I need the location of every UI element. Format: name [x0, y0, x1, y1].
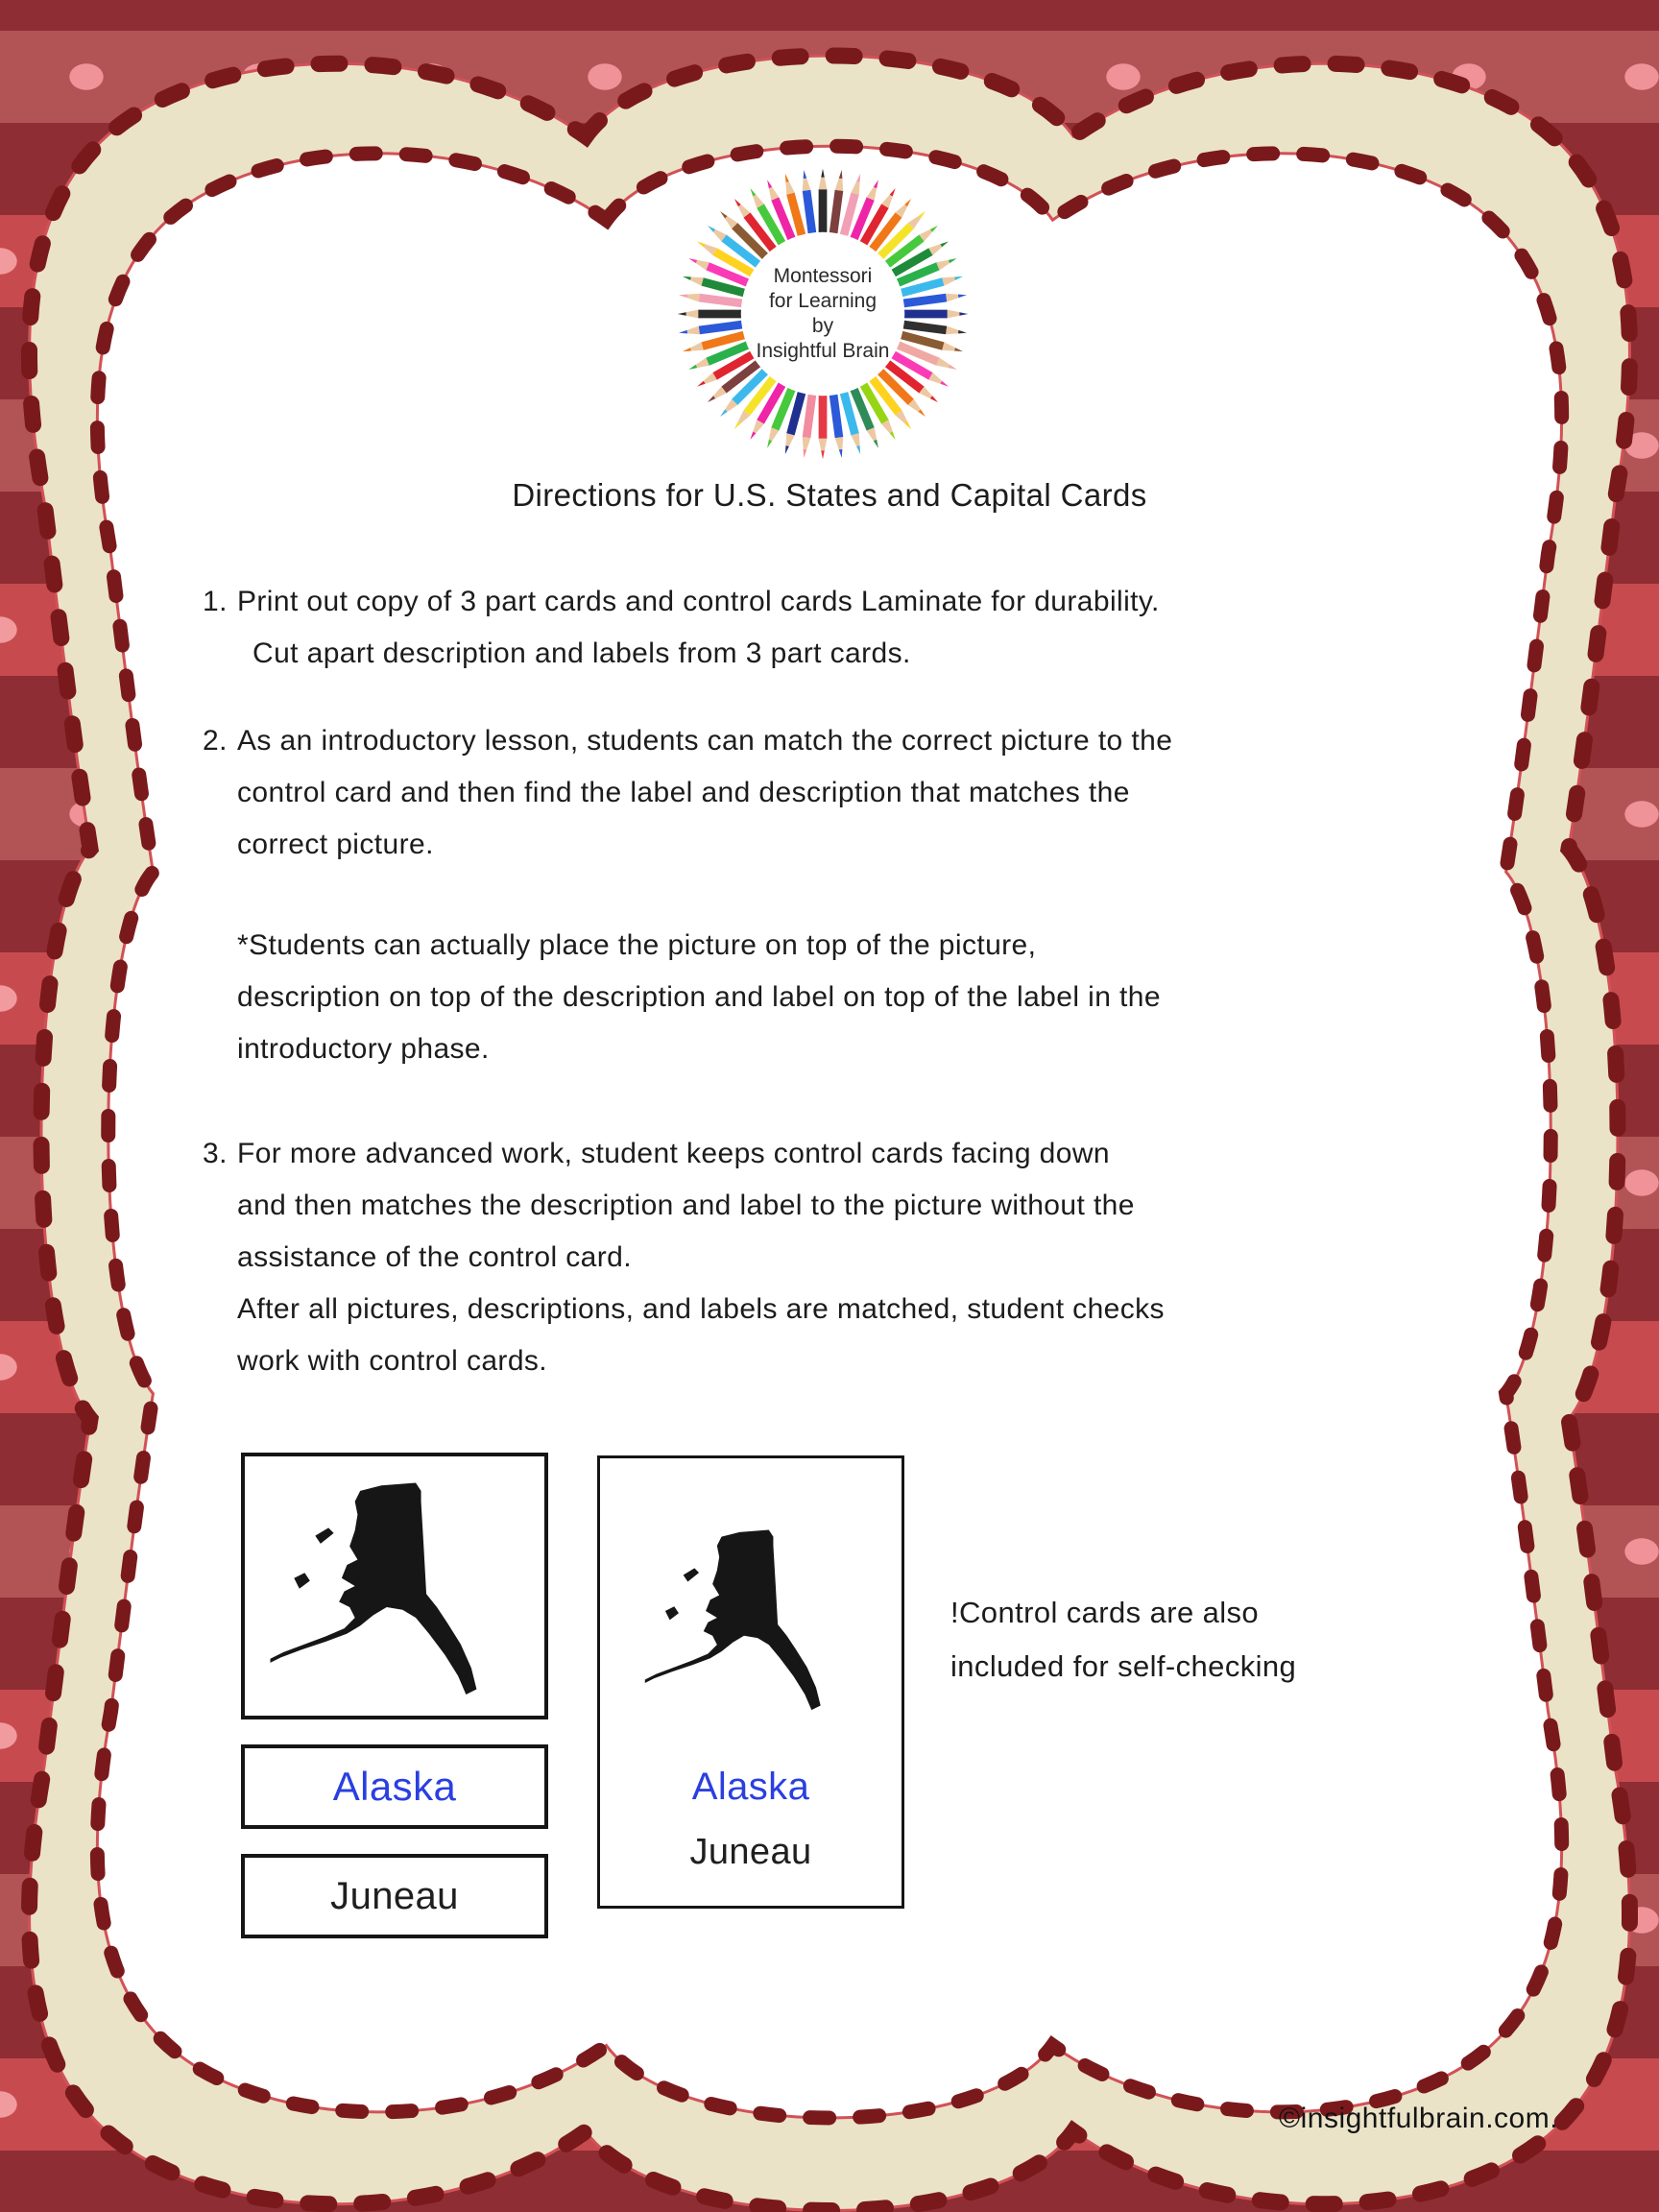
logo-line: Montessori	[773, 265, 873, 287]
instruction-number: 2.	[203, 725, 228, 757]
instruction-line: description on top of the description and label on top of the label in the	[237, 981, 1161, 1013]
control-state-label: Alaska	[691, 1766, 810, 1808]
note-line: included for self-checking	[950, 1649, 1297, 1683]
instruction-item-3	[197, 1128, 1418, 1387]
logo	[674, 165, 972, 463]
instruction-line: correct picture.	[237, 829, 434, 860]
copyright-footer: ©insightfulbrain.com.	[1279, 2103, 1559, 2134]
state-label: Alaska	[332, 1764, 457, 1809]
instruction-line: For more advanced work, student keeps control cards facing down	[237, 1138, 1110, 1169]
instruction-line: and then matches the description and label to the picture without the	[237, 1190, 1135, 1221]
instruction-line: After all pictures, descriptions, and labels are matched, student checks	[237, 1293, 1165, 1325]
control-card	[597, 1455, 904, 1909]
logo-line: Insightful Brain	[756, 340, 890, 362]
control-card-note	[950, 1586, 1296, 1694]
logo-line: by	[811, 315, 834, 337]
picture-card	[241, 1453, 548, 1719]
instruction-item-1	[197, 576, 1418, 680]
instruction-line: Cut apart description and labels from 3 part cards.	[252, 637, 911, 669]
note-line: !Control cards are also	[950, 1596, 1260, 1629]
logo-line: for Learning	[768, 290, 878, 312]
instruction-line: control card and then find the label and description that matches the	[237, 777, 1130, 808]
instruction-line: *Students can actually place the picture on top of the picture,	[237, 929, 1037, 961]
page-title: Directions for U.S. States and Capital Cards	[512, 477, 1147, 513]
capital-label: Juneau	[330, 1874, 459, 1917]
state-label-card	[241, 1744, 548, 1829]
alaska-silhouette-icon	[245, 1456, 544, 1716]
logo-text	[674, 165, 972, 463]
note-paragraph	[197, 920, 1418, 1075]
control-capital-label: Juneau	[689, 1832, 812, 1872]
instruction-item-2	[197, 715, 1418, 871]
instruction-number: 3.	[203, 1138, 228, 1169]
instruction-number: 1.	[203, 586, 228, 617]
capital-label-card	[241, 1854, 548, 1938]
instruction-line: assistance of the control card.	[237, 1241, 632, 1273]
instruction-line: introductory phase.	[237, 1033, 490, 1065]
instruction-line: As an introductory lesson, students can match the correct picture to the	[237, 725, 1173, 757]
instruction-line: work with control cards.	[237, 1345, 548, 1377]
alaska-silhouette-icon	[620, 1474, 881, 1762]
instruction-line: Print out copy of 3 part cards and control cards Laminate for durability.	[237, 586, 1160, 617]
